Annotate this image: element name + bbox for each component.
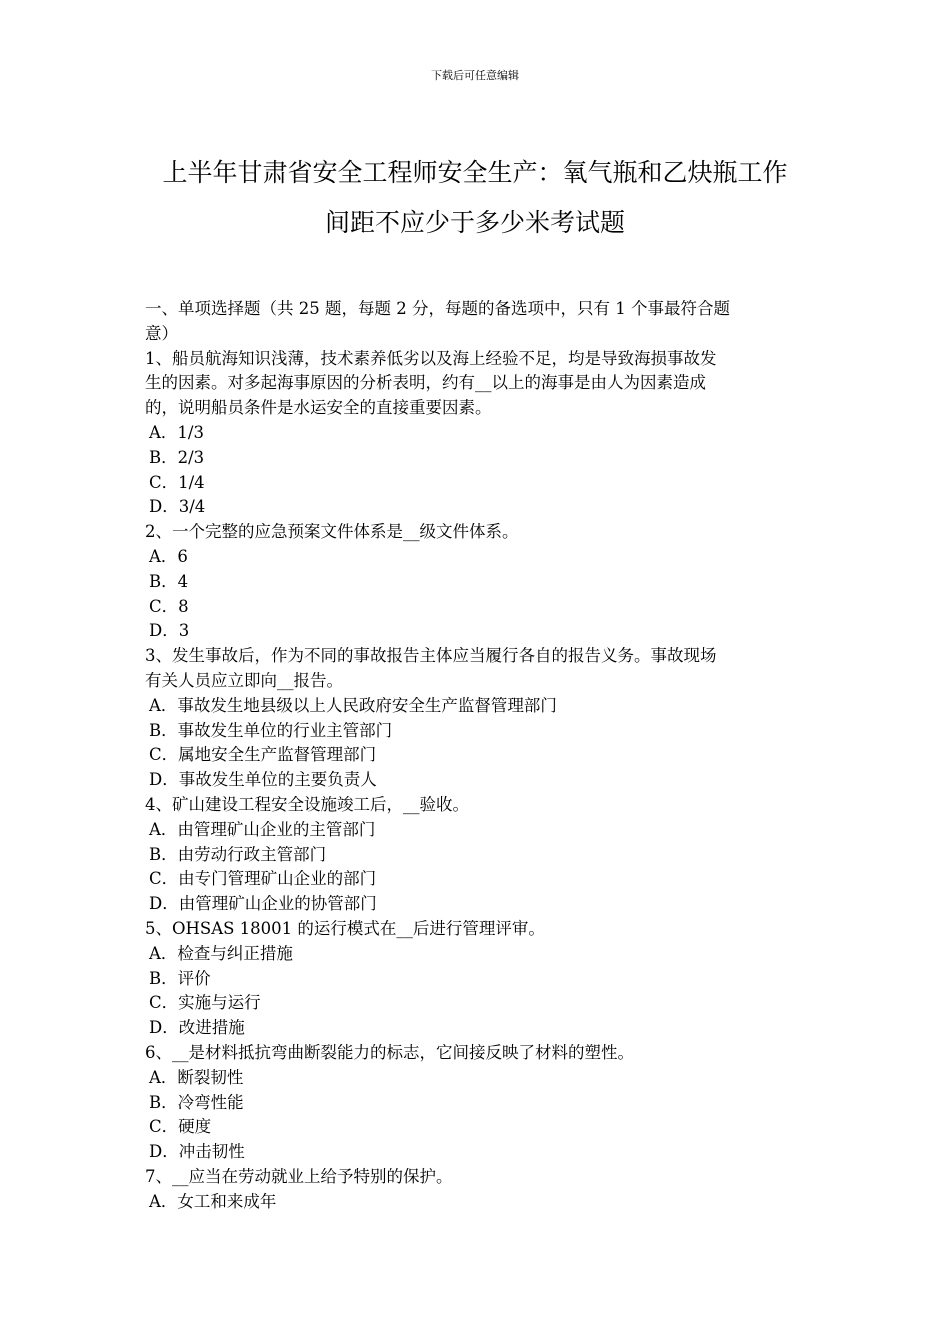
question-6	[145, 1041, 807, 1165]
question-text: 5、OHSAS 18001 的运行模式在__后进行管理评审。	[145, 918, 545, 938]
question-1	[145, 347, 807, 521]
question-7	[145, 1165, 807, 1215]
option-d: D．3	[149, 621, 190, 641]
option-b: B．4	[149, 571, 189, 591]
option-d: D．改进措施	[149, 1018, 245, 1038]
option-a: A．断裂韧性	[149, 1067, 244, 1087]
question-text: 6、__是材料抵抗弯曲断裂能力的标志，它间接反映了材料的塑性。	[145, 1042, 634, 1062]
question-3	[145, 644, 807, 793]
title-line: 间距不应少于多少米考试题	[324, 208, 625, 237]
section-heading-line: 意）	[145, 323, 178, 343]
question-content	[145, 297, 807, 1214]
option-b: B．由劳动行政主管部门	[149, 844, 327, 864]
title-line: 上半年甘肃省安全工程师安全生产：氧气瓶和乙炔瓶工作	[162, 158, 788, 187]
question-text: 7、__应当在劳动就业上给予特别的保护。	[145, 1166, 453, 1186]
question-text: 3、发生事故后，作为不同的事故报告主体应当履行各自的报告义务。事故现场	[145, 646, 717, 666]
option-b: B．冷弯性能	[149, 1092, 244, 1112]
question-2	[145, 520, 807, 644]
option-c: C．1/4	[149, 472, 205, 492]
option-a: A．1/3	[149, 422, 204, 442]
question-text: 生的因素。对多起海事原因的分析表明，约有__以上的海事是由人为因素造成	[145, 373, 706, 393]
option-a: A．由管理矿山企业的主管部门	[149, 819, 376, 839]
option-a: A．女工和来成年	[149, 1191, 277, 1211]
option-a: A．6	[149, 546, 188, 566]
question-text: 2、一个完整的应急预案文件体系是__级文件体系。	[145, 522, 519, 542]
option-b: B．2/3	[149, 447, 205, 467]
header-note: 下载后可任意编辑	[431, 69, 519, 82]
question-text: 有关人员应立即向__报告。	[145, 670, 343, 690]
question-4	[145, 793, 807, 917]
option-c: C．由专门管理矿山企业的部门	[149, 869, 377, 889]
section-heading-line: 一、单项选择题（共 25 题，每题 2 分，每题的备选项中，只有 1 个事最符合题	[145, 299, 730, 318]
option-c: C．实施与运行	[149, 993, 261, 1013]
option-b: B．评价	[149, 968, 211, 988]
option-d: D．冲击韧性	[149, 1142, 245, 1162]
option-c: C．8	[149, 596, 189, 616]
option-c: C．属地安全生产监督管理部门	[149, 745, 377, 765]
option-d: D．由管理矿山企业的协管部门	[149, 894, 377, 914]
question-text: 1、船员航海知识浅薄，技术素养低劣以及海上经验不足，均是导致海损事故发	[145, 348, 717, 368]
option-a: A．检查与纠正措施	[149, 943, 293, 963]
option-d: D．3/4	[149, 497, 206, 517]
question-5	[145, 917, 807, 1041]
option-b: B．事故发生单位的行业主管部门	[149, 720, 393, 740]
section-heading	[145, 297, 807, 347]
question-text: 的，说明船员条件是水运安全的直接重要因素。	[145, 398, 492, 418]
question-text: 4、矿山建设工程安全设施竣工后，__验收。	[145, 794, 469, 814]
option-d: D．事故发生单位的主要负责人	[149, 770, 377, 790]
document-title	[140, 148, 810, 248]
option-a: A．事故发生地县级以上人民政府安全生产监督管理部门	[149, 695, 557, 715]
option-c: C．硬度	[149, 1117, 212, 1137]
